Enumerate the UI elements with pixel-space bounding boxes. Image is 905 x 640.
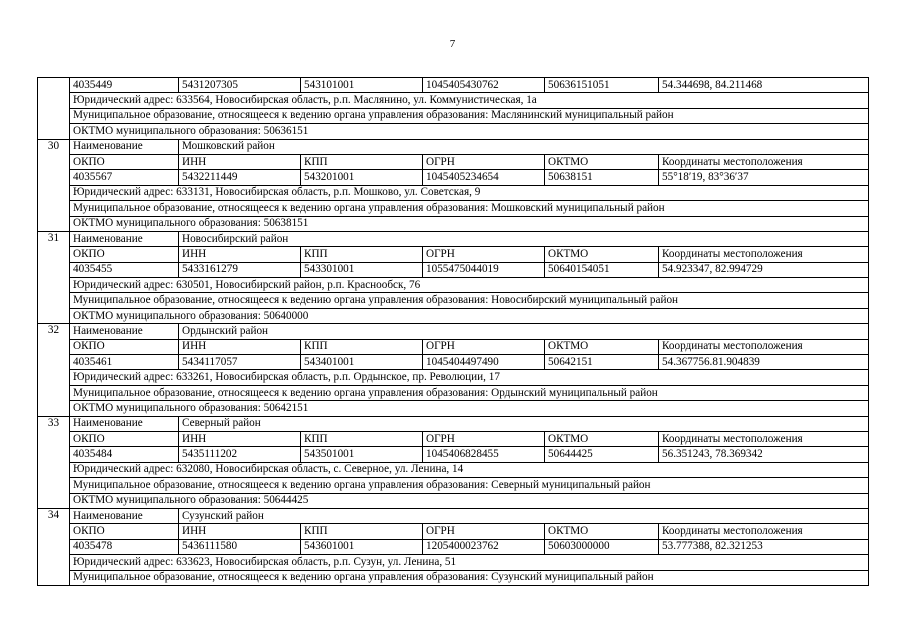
column-header: ИНН (179, 431, 301, 446)
address-row (38, 370, 869, 385)
municipality-cell (70, 293, 869, 308)
column-header: ОКПО (70, 339, 179, 354)
name-label: Наименование (70, 324, 179, 339)
municipality-value: Мошковский муниципальный район (491, 201, 665, 214)
oktmo-value: 50638151 (263, 217, 309, 230)
code-cell: 543101001 (301, 78, 423, 93)
codes-row (38, 170, 869, 185)
oktmo-cell (70, 216, 869, 231)
column-header: ИНН (179, 247, 301, 262)
page-number: 7 (449, 38, 456, 50)
municipality-value: Новосибирский муниципальный район (491, 294, 679, 307)
address-cell (70, 93, 869, 108)
code-cell: 1055475044019 (423, 262, 545, 277)
oktmo-cell (70, 308, 869, 323)
municipality-label: Муниципальное образование, относящееся к ведению органа управления образования: (73, 294, 492, 307)
address-label: Юридический адрес: (73, 463, 177, 476)
code-cell: 4035449 (70, 78, 179, 93)
codes-row (38, 262, 869, 277)
oktmo-cell (70, 401, 869, 416)
header-row (38, 247, 869, 262)
entity-name: Новосибирский район (179, 231, 869, 246)
municipality-cell (70, 108, 869, 123)
column-header: ОКПО (70, 524, 179, 539)
column-header: ОКПО (70, 154, 179, 169)
header-row (38, 154, 869, 169)
column-header: ОКПО (70, 247, 179, 262)
header-row (38, 431, 869, 446)
code-cell: 5435111202 (179, 447, 301, 462)
code-cell: 4035461 (70, 355, 179, 370)
address-value: 633131, Новосибирская область, р.п. Мошково, ул. Советская, 9 (176, 186, 481, 199)
code-cell: 54.367756.81.904839 (659, 355, 869, 370)
code-cell: 1045405430762 (423, 78, 545, 93)
municipality-value: Ордынский муниципальный район (491, 386, 658, 399)
code-cell: 4035478 (70, 539, 179, 554)
address-cell (70, 462, 869, 477)
municipality-cell (70, 478, 869, 493)
name-label: Наименование (70, 139, 179, 154)
entity-name: Мошковский район (179, 139, 869, 154)
codes-row (38, 355, 869, 370)
oktmo-row (38, 493, 869, 508)
code-cell: 5436111580 (179, 539, 301, 554)
code-cell: 543301001 (301, 262, 423, 277)
municipality-row (38, 293, 869, 308)
entity-name: Ордынский район (179, 324, 869, 339)
municipality-row (38, 478, 869, 493)
address-row (38, 185, 869, 200)
entry-number: 33 (38, 416, 70, 508)
column-header: Координаты местоположения (659, 431, 869, 446)
entry-number: 32 (38, 324, 70, 416)
address-value: 633564, Новосибирская область, р.п. Маслянино, ул. Коммунистическая, 1а (176, 94, 537, 107)
code-cell: 5431207305 (179, 78, 301, 93)
name-label: Наименование (70, 508, 179, 523)
address-row (38, 278, 869, 293)
address-label: Юридический адрес: (73, 186, 177, 199)
oktmo-label: ОКТМО муниципального образования: (73, 494, 264, 507)
oktmo-label: ОКТМО муниципального образования: (73, 217, 264, 230)
column-header: ОГРН (423, 154, 545, 169)
code-cell: 50638151 (545, 170, 659, 185)
code-cell: 5432211449 (179, 170, 301, 185)
code-cell: 1045406828455 (423, 447, 545, 462)
name-label: Наименование (70, 231, 179, 246)
oktmo-value: 50642151 (263, 401, 309, 414)
code-cell: 50642151 (545, 355, 659, 370)
code-cell: 543201001 (301, 170, 423, 185)
address-cell (70, 185, 869, 200)
code-cell: 55°18′19, 83°36′37 (659, 170, 869, 185)
code-cell: 5434117057 (179, 355, 301, 370)
municipality-row (38, 385, 869, 400)
column-header: ОГРН (423, 431, 545, 446)
column-header: ОКТМО (545, 339, 659, 354)
column-header: КПП (301, 431, 423, 446)
name-row (38, 139, 869, 154)
address-value: 633261, Новосибирская область, р.п. Ордынское, пр. Революции, 17 (176, 371, 500, 384)
oktmo-label: ОКТМО муниципального образования: (73, 401, 264, 414)
code-cell: 1045404497490 (423, 355, 545, 370)
address-label: Юридический адрес: (73, 278, 177, 291)
oktmo-row (38, 124, 869, 139)
code-cell: 56.351243, 78.369342 (659, 447, 869, 462)
oktmo-value: 50644425 (263, 494, 309, 507)
code-cell: 53.777388, 82.321253 (659, 539, 869, 554)
oktmo-value: 50640000 (263, 309, 309, 322)
organizations-table (37, 77, 869, 586)
code-cell: 1045405234654 (423, 170, 545, 185)
name-row (38, 508, 869, 523)
oktmo-row (38, 216, 869, 231)
municipality-row (38, 108, 869, 123)
address-label: Юридический адрес: (73, 94, 177, 107)
column-header: ОГРН (423, 339, 545, 354)
oktmo-label: ОКТМО муниципального образования: (73, 309, 264, 322)
column-header: ИНН (179, 154, 301, 169)
oktmo-row (38, 401, 869, 416)
address-row (38, 462, 869, 477)
municipality-cell (70, 570, 869, 585)
address-value: 630501, Новосибирский район, р.п. Краснообск, 76 (176, 278, 421, 291)
column-header: КПП (301, 524, 423, 539)
code-cell: 54.344698, 84.211468 (659, 78, 869, 93)
entry-number: 34 (38, 508, 70, 585)
address-row (38, 93, 869, 108)
oktmo-cell (70, 124, 869, 139)
municipality-label: Муниципальное образование, относящееся к ведению органа управления образования: (73, 109, 492, 122)
column-header: ОГРН (423, 524, 545, 539)
address-label: Юридический адрес: (73, 371, 177, 384)
column-header: ОГРН (423, 247, 545, 262)
column-header: Координаты местоположения (659, 154, 869, 169)
entry-number: 31 (38, 231, 70, 323)
entity-name: Сузунский район (179, 508, 869, 523)
municipality-cell (70, 385, 869, 400)
column-header: ОКТМО (545, 154, 659, 169)
name-row (38, 324, 869, 339)
address-cell (70, 555, 869, 570)
oktmo-cell (70, 493, 869, 508)
code-cell: 50644425 (545, 447, 659, 462)
codes-row (38, 539, 869, 554)
code-cell: 543501001 (301, 447, 423, 462)
oktmo-row (38, 308, 869, 323)
header-row (38, 524, 869, 539)
address-row (38, 555, 869, 570)
column-header: КПП (301, 154, 423, 169)
address-cell (70, 278, 869, 293)
address-value: 632080, Новосибирская область, с. Северное, ул. Ленина, 14 (176, 463, 464, 476)
entity-name: Северный район (179, 416, 869, 431)
name-label: Наименование (70, 416, 179, 431)
code-cell: 5433161279 (179, 262, 301, 277)
oktmo-label: ОКТМО муниципального образования: (73, 124, 264, 137)
municipality-value: Северный муниципальный район (491, 478, 651, 491)
column-header: ОКПО (70, 431, 179, 446)
code-cell: 543401001 (301, 355, 423, 370)
column-header: Координаты местоположения (659, 524, 869, 539)
address-value: 633623, Новосибирская область, р.п. Сузун, ул. Ленина, 51 (176, 555, 457, 568)
municipality-value: Сузунский муниципальный район (491, 571, 654, 584)
code-cell: 543601001 (301, 539, 423, 554)
code-cell: 4035455 (70, 262, 179, 277)
municipality-label: Муниципальное образование, относящееся к ведению органа управления образования: (73, 478, 492, 491)
code-cell: 4035484 (70, 447, 179, 462)
address-label: Юридический адрес: (73, 555, 177, 568)
column-header: КПП (301, 339, 423, 354)
municipality-label: Муниципальное образование, относящееся к ведению органа управления образования: (73, 571, 492, 584)
entry-number: 30 (38, 139, 70, 231)
municipality-row (38, 201, 869, 216)
municipality-value: Маслянинский муниципальный район (491, 109, 674, 122)
name-row (38, 416, 869, 431)
column-header: ОКТМО (545, 524, 659, 539)
municipality-row (38, 570, 869, 585)
code-cell: 4035567 (70, 170, 179, 185)
oktmo-value: 50636151 (263, 124, 309, 137)
municipality-label: Муниципальное образование, относящееся к ведению органа управления образования: (73, 386, 492, 399)
codes-row (38, 78, 869, 93)
codes-row (38, 447, 869, 462)
municipality-label: Муниципальное образование, относящееся к ведению органа управления образования: (73, 201, 492, 214)
code-cell: 54.923347, 82.994729 (659, 262, 869, 277)
column-header: КПП (301, 247, 423, 262)
column-header: ОКТМО (545, 247, 659, 262)
municipality-cell (70, 201, 869, 216)
entry-number (38, 78, 70, 140)
code-cell: 50640154051 (545, 262, 659, 277)
column-header: Координаты местоположения (659, 339, 869, 354)
code-cell: 1205400023762 (423, 539, 545, 554)
column-header: Координаты местоположения (659, 247, 869, 262)
code-cell: 50636151051 (545, 78, 659, 93)
column-header: ИНН (179, 339, 301, 354)
name-row (38, 231, 869, 246)
address-cell (70, 370, 869, 385)
column-header: ОКТМО (545, 431, 659, 446)
column-header: ИНН (179, 524, 301, 539)
code-cell: 50603000000 (545, 539, 659, 554)
header-row (38, 339, 869, 354)
